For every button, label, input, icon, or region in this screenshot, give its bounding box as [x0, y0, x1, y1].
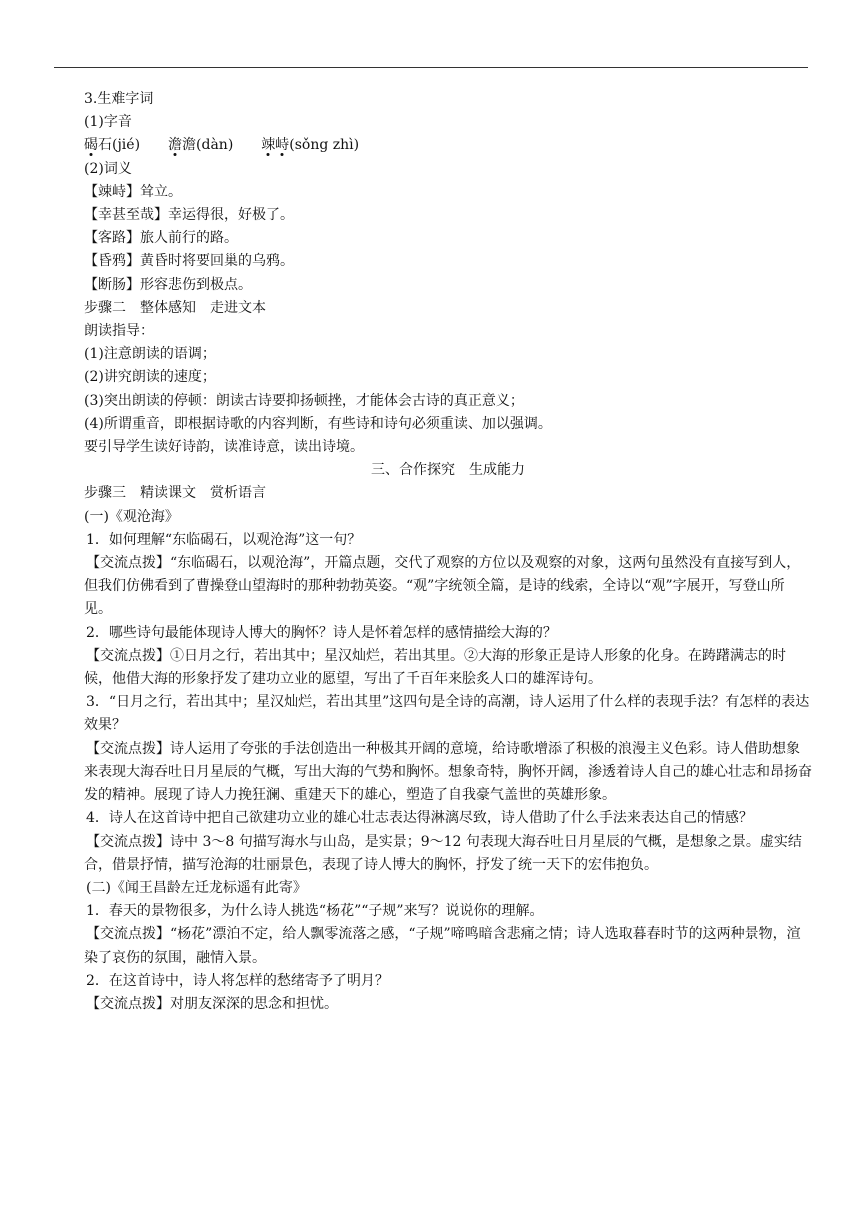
term-item: 【竦峙】耸立。	[84, 183, 182, 200]
reading-item: (3)突出朗读的停顿：朗读古诗要抑扬顿挫，才能体会古诗的真正意义；	[84, 392, 524, 409]
step-part: 精读课文	[140, 485, 196, 502]
answer: 【交流点拨】对朋友深深的思念和担忧。	[86, 995, 338, 1012]
answer: 【交流点拨】诗中 3～8 句描写海水与山岛，是实景；9～12 句表现大海吞吐日月星辰的气概，是想象之景。虚实结合，借景抒情，描写沧海的壮丽景色，表现了诗人博大的胸怀，抒发了统一天下的宏伟抱负。	[84, 833, 802, 873]
term-item: 【昏鸦】黄昏时将要回巢的乌鸦。	[84, 253, 294, 270]
emphasis-char: 澹	[168, 137, 183, 154]
question: 3．“日月之行，若出其中；星汉灿烂，若出其里”这四句是全诗的高潮，诗人运用了什么样的表现手法？有怎样的表达效果？	[84, 694, 810, 734]
step-label: 步骤二	[84, 299, 126, 316]
pronunciation-line	[84, 134, 812, 157]
emphasis-char: 碣	[84, 137, 98, 154]
section-title: 3.生难字词	[84, 91, 154, 107]
document-body	[84, 88, 812, 1016]
step-heading	[84, 482, 812, 505]
part-subtitle: 生成能力	[469, 462, 525, 479]
emphasis-char: 峙	[275, 137, 290, 154]
pronunciation-label: (1)字音	[84, 114, 132, 131]
meaning-label: (2)词义	[84, 160, 132, 177]
reading-item: (1)注意朗读的语调；	[84, 346, 216, 363]
question: 1．如何理解“东临碣石，以观沧海”这一句？	[86, 531, 362, 548]
question: 2．在这首诗中，诗人将怎样的愁绪寄予了明月？	[86, 972, 389, 989]
answer: 【交流点拨】诗人运用了夸张的手法创造出一种极其开阔的意境，给诗歌增添了积极的浪漫主义色彩。诗人借助想象来表现大海吞吐日月星辰的气概，写出大海的气势和胸怀。想象奇特，胸怀开阔，渗透着诗人自己的雄心壮志和昂扬奋发的精神。展现了诗人力挽狂澜、重建天下的雄心，塑造了自我豪气盖世的英雄形象。	[84, 740, 812, 804]
question: 4．诗人在这首诗中把自己欲建功立业的雄心壮志表达得淋漓尽致，诗人借助了什么手法来表达自己的情感？	[86, 810, 753, 827]
answer: 【交流点拨】“杨花”漂泊不定，给人飘零流落之感，“子规”啼鸣暗含悲痛之情；诗人选取暮春时节的这两种景物，渲染了哀伤的氛围，融情入景。	[84, 926, 801, 966]
pron-text: 石(jié)	[98, 137, 141, 154]
question: 2．哪些诗句最能体现诗人博大的胸怀？诗人是怀着怎样的感情描绘大海的？	[86, 624, 557, 641]
answer: 【交流点拨】①日月之行，若出其中；星汉灿烂，若出其里。②大海的形象正是诗人形象的化身。在踌躇满志的时候，他借大海的形象抒发了建功立业的愿望，写出了千百年来脍炙人口的雄浑诗句。	[84, 647, 786, 688]
question: 1．春天的景物很多，为什么诗人挑选“杨花”“子规”来写？说说你的理解。	[86, 903, 544, 920]
pron-text: 澹(dàn)	[182, 137, 234, 154]
term-item: 【客路】旅人前行的路。	[84, 230, 238, 247]
term-item: 【断肠】形容悲伤到极点。	[84, 276, 252, 293]
reading-label: 朗读指导：	[84, 323, 154, 340]
step-heading	[84, 297, 812, 320]
part-heading	[84, 459, 812, 482]
step-part: 赏析语言	[210, 485, 266, 502]
emphasis-char: 竦	[261, 137, 276, 154]
reading-item: (2)讲究朗读的速度；	[84, 369, 216, 386]
part-label: 三、合作探究	[371, 462, 455, 479]
step-label: 步骤三	[84, 485, 126, 502]
term-item: 【幸甚至哉】幸运得很，好极了。	[84, 207, 294, 224]
answer: 【交流点拨】“东临碣石，以观沧海”，开篇点题，交代了观察的方位以及观察的对象，这两句虽然没有直接写到人，但我们仿佛看到了曹操登山望海时的那种勃勃英姿。“观”字统领全篇，是诗的线索，全诗以“观”字展开，写登山所见。	[84, 555, 801, 618]
reading-note: 要引导学生读好诗韵，读准诗意，读出诗境。	[84, 439, 364, 456]
pron-text: (sǒng zhì)	[289, 137, 360, 154]
poem-title: (二)《闻王昌龄左迁龙标遥有此寄》	[86, 879, 307, 896]
step-part: 整体感知	[140, 299, 196, 316]
step-part: 走进文本	[210, 299, 266, 316]
reading-item: (4)所谓重音，即根据诗歌的内容判断，有些诗和诗句必须重读、加以强调。	[84, 415, 552, 432]
poem-title: (一)《观沧海》	[84, 508, 179, 525]
header-rule	[54, 67, 808, 68]
